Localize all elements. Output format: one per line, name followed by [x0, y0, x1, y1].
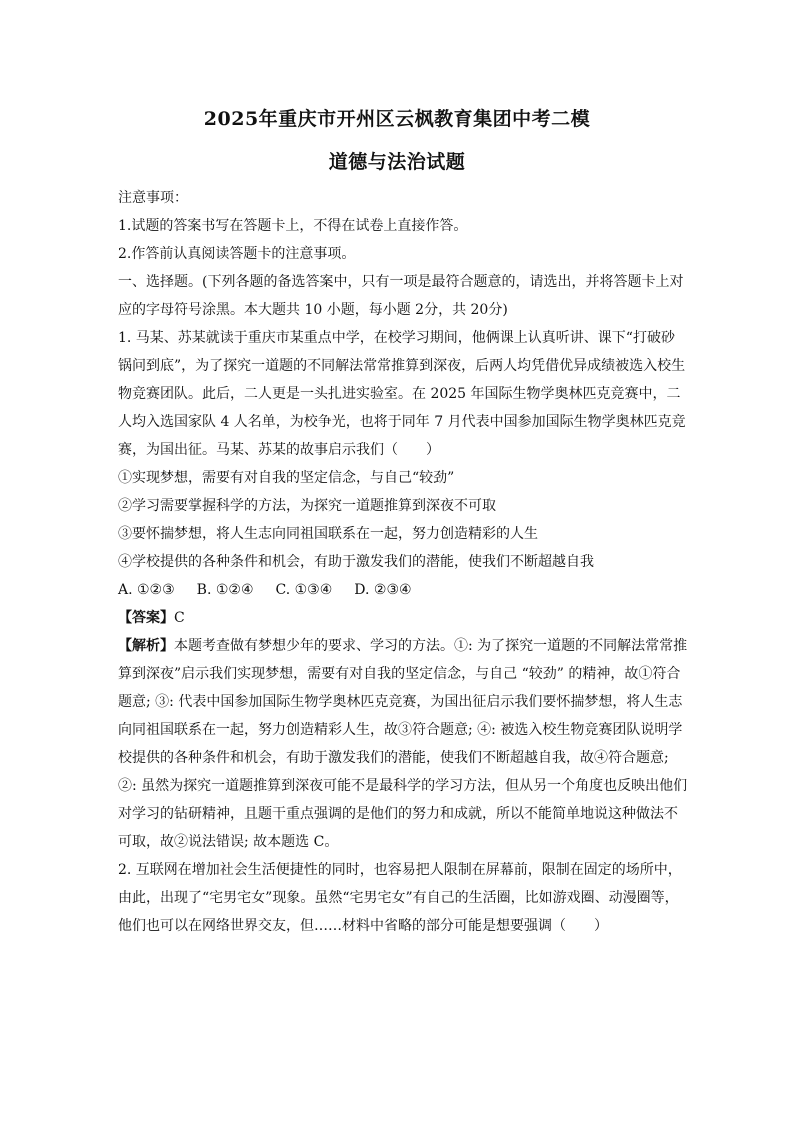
analysis-label: 【解析】 [118, 638, 174, 654]
question-1-options [118, 576, 688, 604]
question-1-statement: ①实现梦想，需要有对自我的坚定信念，与自己“较劲” [118, 470, 455, 486]
question-1-statement: ②学习需要掌握科学的方法，为探究一道题推算到深夜不可取 [118, 498, 496, 514]
notes-heading: 注意事项： [118, 190, 188, 206]
option-b: B. ①②④ [196, 582, 254, 598]
answer-label: 【答案】 [118, 610, 174, 626]
exam-content [118, 184, 688, 940]
answer-value: C [174, 610, 185, 626]
option-d: D. ②③④ [354, 582, 412, 598]
analysis-text: 本题考查做有梦想少年的要求、学习的方法。①: 为了探究一道题的不同解法常常推算到深夜”启示我们实现梦想，需要有对自我的坚定信念，与自己 “较劲” 的精神，故①符合题意; ③: 代表中国参加国际生物学奥林匹克竞赛，为国出征启示我们要怀揣梦想，将人生志向同祖国联系在一起，努力创造精彩人生，故③符合题意; ④: 被选入校生物竞赛团队说明学校提供的各种条件和机会，有助于激发我们的潜能，使我们不断超越自我，故④符合题意; ②: 虽然为探究一道题推算到深夜可能不是最科学的学习方法，但从另一个角度也反映出他们对学习的钻研精神，且题干重点强调的是他们的努力和成就，所以不能简单地说这种做法不可取，故②说法错误; 故本题选 C。 [118, 638, 688, 850]
question-1-statement: ③要怀揣梦想，将人生志向同祖国联系在一起，努力创造精彩的人生 [118, 526, 538, 542]
question-2-stem: 2. 互联网在增加社会生活便捷性的同时，也容易把人限制在屏幕前，限制在固定的场所中，由此，出现了“宅男宅女”现象。虽然“宅男宅女”有自己的生活圈，比如游戏圈、动漫圈等，他们也可以在网络世界交友，但……材料中省略的部分可能是想要强调（ ） [118, 862, 682, 934]
exam-title: 2025年重庆市开州区云枫教育集团中考二模 [203, 108, 591, 130]
exam-subtitle: 道德与法治试题 [328, 151, 466, 173]
option-c: C. ①③④ [275, 582, 333, 598]
question-1-stem: 1. 马某、苏某就读于重庆市某重点中学，在校学习期间，他俩课上认真听讲、课下“打破砂锅问到底”，为了探究一道题的不同解法常常推算到深夜，后两人均凭借优异成绩被选入校生物竞赛团队。此后，二人更是一头扎进实验室。在 2025 年国际生物学奥林匹克竞赛中，二人均入选国家队 4 人名单，为校争光，也将于同年 7 月代表中国参加国际生物学奥林匹克竞赛，为国出征。马某、苏某的故事启示我们（ ） [118, 330, 686, 458]
question-1-statement: ④学校提供的各种条件和机会，有助于激发我们的潜能，使我们不断超越自我 [118, 554, 594, 570]
question-1-answer [118, 604, 688, 632]
option-a: A. ①②③ [118, 582, 175, 598]
section-heading: 一、选择题。(下列各题的备选答案中，只有一项是最符合题意的，请选出，并将答题卡上对应的字母符号涂黑。本大题共 10 小题，每小题 2分，共 20分) [118, 274, 684, 318]
notes-item: 1.试题的答案书写在答题卡上，不得在试卷上直接作答。 [118, 218, 468, 234]
question-1-analysis [118, 632, 688, 856]
notes-item: 2.作答前认真阅读答题卡的注意事项。 [118, 246, 356, 262]
